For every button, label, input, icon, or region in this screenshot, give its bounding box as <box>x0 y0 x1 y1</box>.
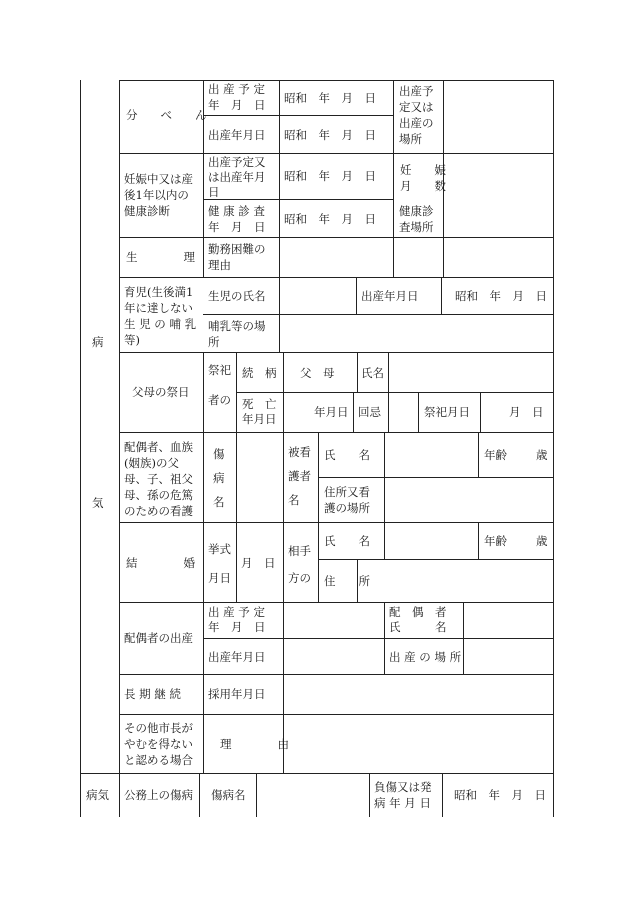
col-line <box>369 773 370 817</box>
age-label: 年齢 <box>484 534 507 548</box>
col-line <box>418 392 419 432</box>
category-divider-line <box>119 80 120 817</box>
partner-label: 相手 <box>288 544 311 558</box>
row-line <box>236 392 554 393</box>
frame-right-line <box>553 80 554 817</box>
patient-name-label: 被看 <box>288 445 311 459</box>
checkup-place-label: 健康診 <box>399 204 434 218</box>
ritual-date-field[interactable]: 月 日 <box>509 405 544 419</box>
row-line <box>119 432 554 433</box>
due-or-birth-date-label: 日 <box>208 185 220 199</box>
col-line <box>203 352 204 773</box>
other-case-label: やむを得ない <box>124 737 193 751</box>
birth-place-label: 場所 <box>399 132 422 146</box>
row-line <box>203 314 554 315</box>
ceremony-date-label: 挙式 <box>208 542 231 556</box>
col-line <box>441 277 442 314</box>
ritual-date-label: 祭祀月日 <box>424 405 470 419</box>
relation-label: 続 柄 <box>242 366 277 380</box>
checkup-date-label: 健 康 診 査 <box>208 204 265 218</box>
disease-footer-label: 病気 <box>86 788 109 802</box>
due-date-label: 年 月 日 <box>208 98 266 112</box>
spouse-birth-label: 配偶者の出産 <box>124 631 193 645</box>
nursing-place-label: 哺乳等の場 <box>208 319 266 333</box>
ceremony-date-field[interactable]: 月 日 <box>241 556 276 570</box>
pregnancy-label: 妊娠中又は産 <box>124 172 193 186</box>
date-field[interactable]: 昭和 年 月 日 <box>284 128 376 142</box>
col-line <box>356 277 357 314</box>
pregnancy-months-label: 月 数 <box>400 179 446 193</box>
memorial-label: 父母の祭日 <box>132 385 190 399</box>
checkup-place-label: 査場所 <box>399 220 434 234</box>
col-line <box>393 80 394 237</box>
col-line <box>384 477 385 522</box>
row-line <box>203 199 393 200</box>
birth-place-label: 定又は <box>399 100 434 114</box>
death-date-label: 年月日 <box>242 412 277 426</box>
nursing-care-label: のための看護 <box>124 504 193 518</box>
childbirth-label: 分 べ ん <box>126 108 207 122</box>
pregnancy-label: 健康診断 <box>124 204 170 218</box>
work-difficulty-reason-label: 勤務困難の <box>208 242 266 256</box>
ritual-host-label: 者の <box>208 393 231 407</box>
row-line <box>119 277 554 278</box>
long-service-label: 長 期 継 続 <box>124 687 181 701</box>
illness-name-label: 病 <box>213 471 225 485</box>
col-line <box>283 432 284 602</box>
row-line <box>80 773 554 774</box>
age-unit: 歳 <box>536 534 548 548</box>
anniversary-label: 回忌 <box>358 405 381 419</box>
col-line <box>478 432 479 477</box>
age-unit: 歳 <box>536 448 548 462</box>
col-line <box>236 522 237 602</box>
name-label: 氏 名 <box>324 534 370 548</box>
birth-place-label: 出 産 の 場 所 <box>389 650 462 664</box>
date-field[interactable]: 昭和 年 月 日 <box>284 212 376 226</box>
pregnancy-label: 後1年以内の <box>124 188 189 202</box>
death-date-label: 死 亡 <box>242 397 277 411</box>
ceremony-date-label: 月日 <box>208 571 231 585</box>
row-line <box>119 352 554 353</box>
disease-label-top: 病 <box>92 335 104 349</box>
row-line <box>203 638 554 639</box>
row-line <box>119 602 554 603</box>
col-line <box>384 432 385 477</box>
birth-date-label: 出産年月日 <box>361 289 419 303</box>
nursing-care-label: 配偶者、血族 <box>124 440 193 454</box>
reason-label: 理 由 <box>220 737 289 751</box>
birth-date-label: 出産年月日 <box>208 128 266 142</box>
col-line <box>279 314 280 352</box>
nursing-place-label: 所 <box>208 335 220 349</box>
date-field[interactable]: 昭和 年 月 日 <box>284 169 376 183</box>
childcare-label: 生 児 の 哺 乳 <box>124 317 197 331</box>
hire-date-label: 採用年月日 <box>208 687 266 701</box>
physiology-label: 生 理 <box>126 250 195 264</box>
patient-name-label: 名 <box>288 493 300 507</box>
row-line <box>119 153 554 154</box>
row-line <box>318 559 554 560</box>
other-case-label: と認める場合 <box>124 753 193 767</box>
row-line <box>119 714 554 715</box>
name-label: 氏 名 <box>324 448 370 462</box>
due-or-birth-date-label: は出産年月 <box>208 170 266 184</box>
due-date-label: 年 月 日 <box>208 620 266 634</box>
col-line <box>318 432 319 602</box>
illness-name-label: 傷病名 <box>211 788 246 802</box>
spouse-name-label: 氏 名 <box>389 620 447 634</box>
col-line <box>393 237 394 277</box>
date-field[interactable]: 昭和 年 月 日 <box>284 91 376 105</box>
childcare-label: 育児(生後満1 <box>124 285 194 299</box>
illness-name-label: 傷 <box>213 447 225 461</box>
partner-label: 方の <box>288 571 311 585</box>
row-line <box>119 522 554 523</box>
col-line <box>353 392 354 432</box>
onset-date-label: 負傷又は発 <box>374 780 432 794</box>
ritual-host-label: 祭祀 <box>208 363 231 377</box>
work-difficulty-reason-label: 理由 <box>208 258 231 272</box>
due-or-birth-date-label: 出産予定又 <box>208 155 266 169</box>
nursing-place-label: 護の場所 <box>324 501 370 515</box>
col-line <box>478 522 479 559</box>
due-date-label: 出 産 予 定 <box>208 605 265 619</box>
date-field[interactable]: 昭和 年 月 日 <box>454 788 546 802</box>
col-line <box>279 277 280 314</box>
age-label: 年齢 <box>484 448 507 462</box>
row-line <box>119 80 554 81</box>
nursing-care-label: 母、孫の危篤 <box>124 488 193 502</box>
patient-name-label: 護者 <box>288 469 311 483</box>
row-line <box>203 115 393 116</box>
col-line <box>283 674 284 773</box>
address-label: 住 所 <box>324 574 370 588</box>
child-name-label: 生児の氏名 <box>208 289 266 303</box>
date-field[interactable]: 昭和 年 月 日 <box>455 289 547 303</box>
checkup-date-label: 年 月 日 <box>208 220 266 234</box>
marriage-label: 結 婚 <box>126 556 195 570</box>
col-line <box>279 80 280 277</box>
nursing-care-label: 母、子、祖父 <box>124 472 193 486</box>
childcare-label: 等) <box>124 333 140 347</box>
col-line <box>256 773 257 817</box>
nursing-place-label: 住所又看 <box>324 485 370 499</box>
col-line <box>480 392 481 432</box>
father-mother-value: 父 母 <box>300 366 335 380</box>
frame-left-line <box>80 80 81 817</box>
name-label: 氏名 <box>361 366 384 380</box>
col-line <box>236 432 237 522</box>
childcare-label: 年に達しない <box>124 301 193 315</box>
row-line <box>119 237 554 238</box>
col-line <box>357 352 358 392</box>
other-case-label: その他市長が <box>124 721 193 735</box>
birth-place-label: 出産の <box>399 116 434 130</box>
death-date-field[interactable]: 年月日 <box>314 405 349 419</box>
col-line <box>384 522 385 559</box>
birth-date-label: 出産年月日 <box>208 650 266 664</box>
illness-name-label: 名 <box>213 495 225 509</box>
pregnancy-months-label: 妊 娠 <box>400 163 446 177</box>
onset-date-label: 病 年 月 日 <box>374 796 431 810</box>
occupational-injury-label: 公務上の傷病 <box>124 788 193 802</box>
row-line <box>119 674 554 675</box>
due-date-label: 出 産 予 定 <box>208 82 265 96</box>
row-line <box>318 477 554 478</box>
col-line <box>199 773 200 817</box>
disease-label-bottom: 気 <box>92 496 104 510</box>
col-line <box>442 773 443 817</box>
birth-place-label: 出産予 <box>399 84 434 98</box>
nursing-care-label: (姻族)の父 <box>124 456 179 470</box>
spouse-name-label: 配 偶 者 <box>389 605 447 619</box>
